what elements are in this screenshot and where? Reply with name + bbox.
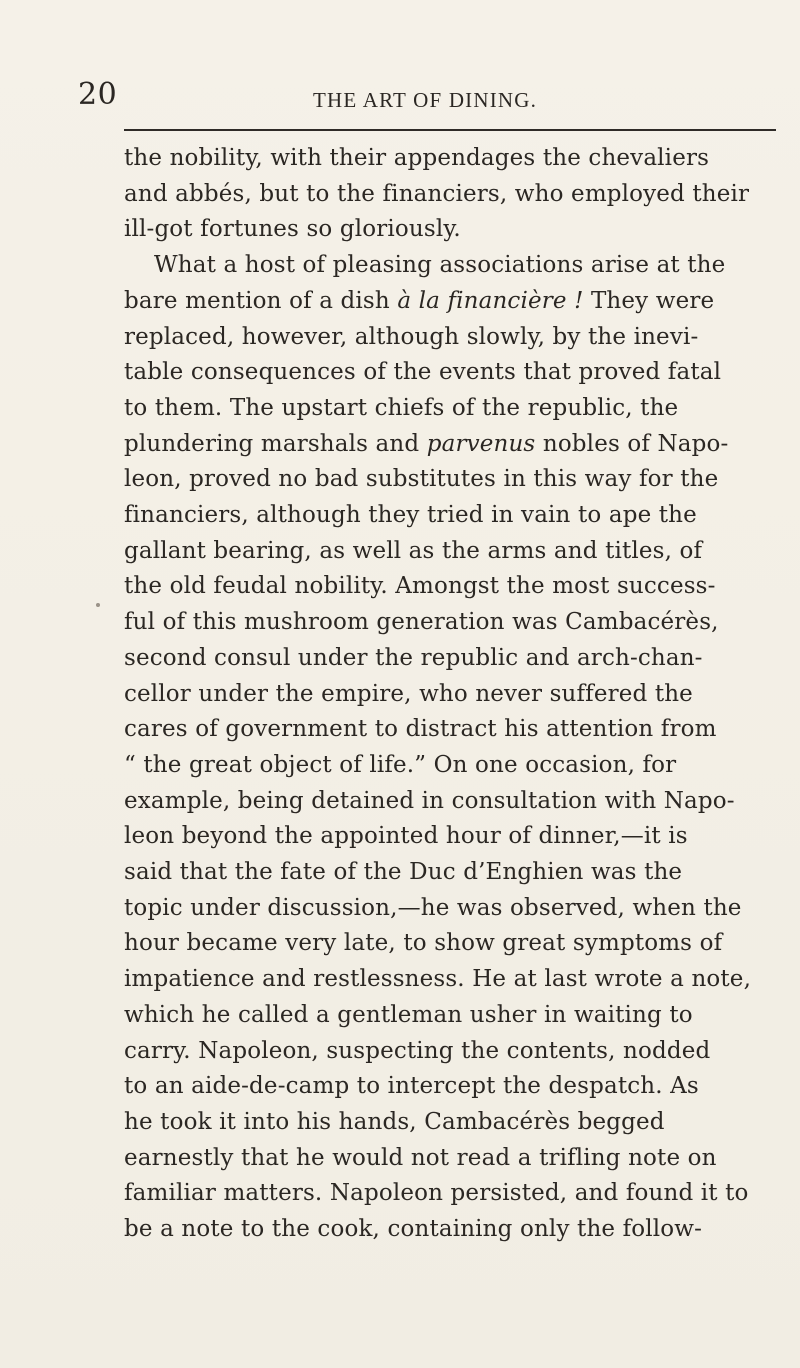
text-line (124, 929, 776, 957)
text-line (124, 394, 776, 422)
text-segment: bare mention of a dish (124, 287, 398, 314)
text-line (124, 1215, 776, 1243)
text-segment: which he called a gentleman usher in waiting to (124, 1001, 693, 1028)
text-segment: the nobility, with their appendages the chevaliers (124, 145, 710, 171)
text-segment: he took it into his hands, Cambacérès begged (124, 1108, 665, 1135)
text-segment: second consul under the republic and arch-chan- (124, 644, 703, 671)
text-line (124, 644, 776, 672)
text-line (124, 144, 776, 172)
text-line (124, 608, 776, 636)
text-line (124, 680, 776, 708)
text-line (124, 965, 776, 993)
text-segment: earnestly that he would not read a trifling note on (124, 1144, 717, 1171)
text-segment: ful of this mushroom generation was Cambacérès, (124, 609, 719, 636)
text-line (124, 430, 776, 458)
text-segment: What a host of pleasing associations arise at the (154, 252, 726, 279)
text-line (124, 751, 776, 779)
text-line (124, 180, 776, 208)
text-segment: They were (583, 287, 715, 314)
text-segment: carry. Napoleon, suspecting the contents, nodded (124, 1037, 711, 1064)
text-line (124, 1072, 776, 1100)
page-number: 20 (78, 77, 118, 112)
text-line (124, 572, 776, 600)
text-segment: to an aide-de-camp to intercept the despatch. As (124, 1073, 699, 1100)
text-line (124, 715, 776, 743)
text-line (124, 787, 776, 815)
text-line (124, 1037, 776, 1065)
text-segment: table consequences of the events that proved fatal (124, 359, 722, 386)
text-line (124, 822, 776, 850)
text-segment: familiar matters. Napoleon persisted, and found it to (124, 1180, 749, 1207)
text-segment: leon, proved no bad substitutes in this way for the (124, 466, 719, 493)
text-segment: impatience and restlessness. He at last wrote a note, (124, 966, 752, 993)
text-segment: example, being detained in consultation with Napo- (124, 787, 735, 814)
text-segment: cares of government to distract his attention from (124, 716, 717, 743)
text-line (124, 1108, 776, 1136)
text-line (124, 215, 776, 243)
page-speck (96, 603, 100, 607)
text-line (154, 251, 776, 279)
text-segment: cellor under the empire, who never suffered the (124, 680, 693, 707)
text-segment: financiers, although they tried in vain to ape the (124, 502, 697, 528)
text-line (124, 1001, 776, 1029)
text-segment: ill-got fortunes so gloriously. (124, 216, 461, 243)
text-line (124, 287, 776, 315)
text-segment: leon beyond the appointed hour of dinner,—it is (124, 823, 688, 850)
text-line (124, 537, 776, 565)
text-segment: topic under discussion,—he was observed, when the (124, 894, 742, 921)
running-title: THE ART OF DINING. (313, 88, 538, 112)
text-line (124, 501, 776, 529)
text-segment: to them. The upstart chiefs of the republic, the (124, 394, 679, 421)
text-segment: replaced, however, although slowly, by the inevi- (124, 323, 699, 350)
text-segment: plundering marshals and (124, 430, 427, 457)
text-segment: hour became very late, to show great symptoms of (124, 930, 723, 957)
text-segment: gallant bearing, as well as the arms and titles, of (124, 537, 703, 564)
text-line (124, 1144, 776, 1172)
text-segment: be a note to the cook, containing only the follow- (124, 1216, 703, 1242)
italic-text-segment: parvenus (426, 430, 536, 457)
italic-text-segment: à la financière ! (397, 287, 584, 314)
text-line (124, 358, 776, 386)
text-line (124, 858, 776, 886)
text-line (124, 465, 776, 493)
text-segment: nobles of Napo- (535, 430, 729, 457)
text-segment: the old feudal nobility. Amongst the most success- (124, 573, 716, 600)
text-segment: “ the great object of life.” On one occasion, for (124, 751, 677, 778)
text-line (124, 1179, 776, 1207)
text-line (124, 323, 776, 351)
text-segment: said that the fate of the Duc d’Enghien was the (124, 859, 683, 885)
text-line (124, 894, 776, 922)
text-segment: and abbés, but to the financiers, who employed their (124, 180, 750, 207)
